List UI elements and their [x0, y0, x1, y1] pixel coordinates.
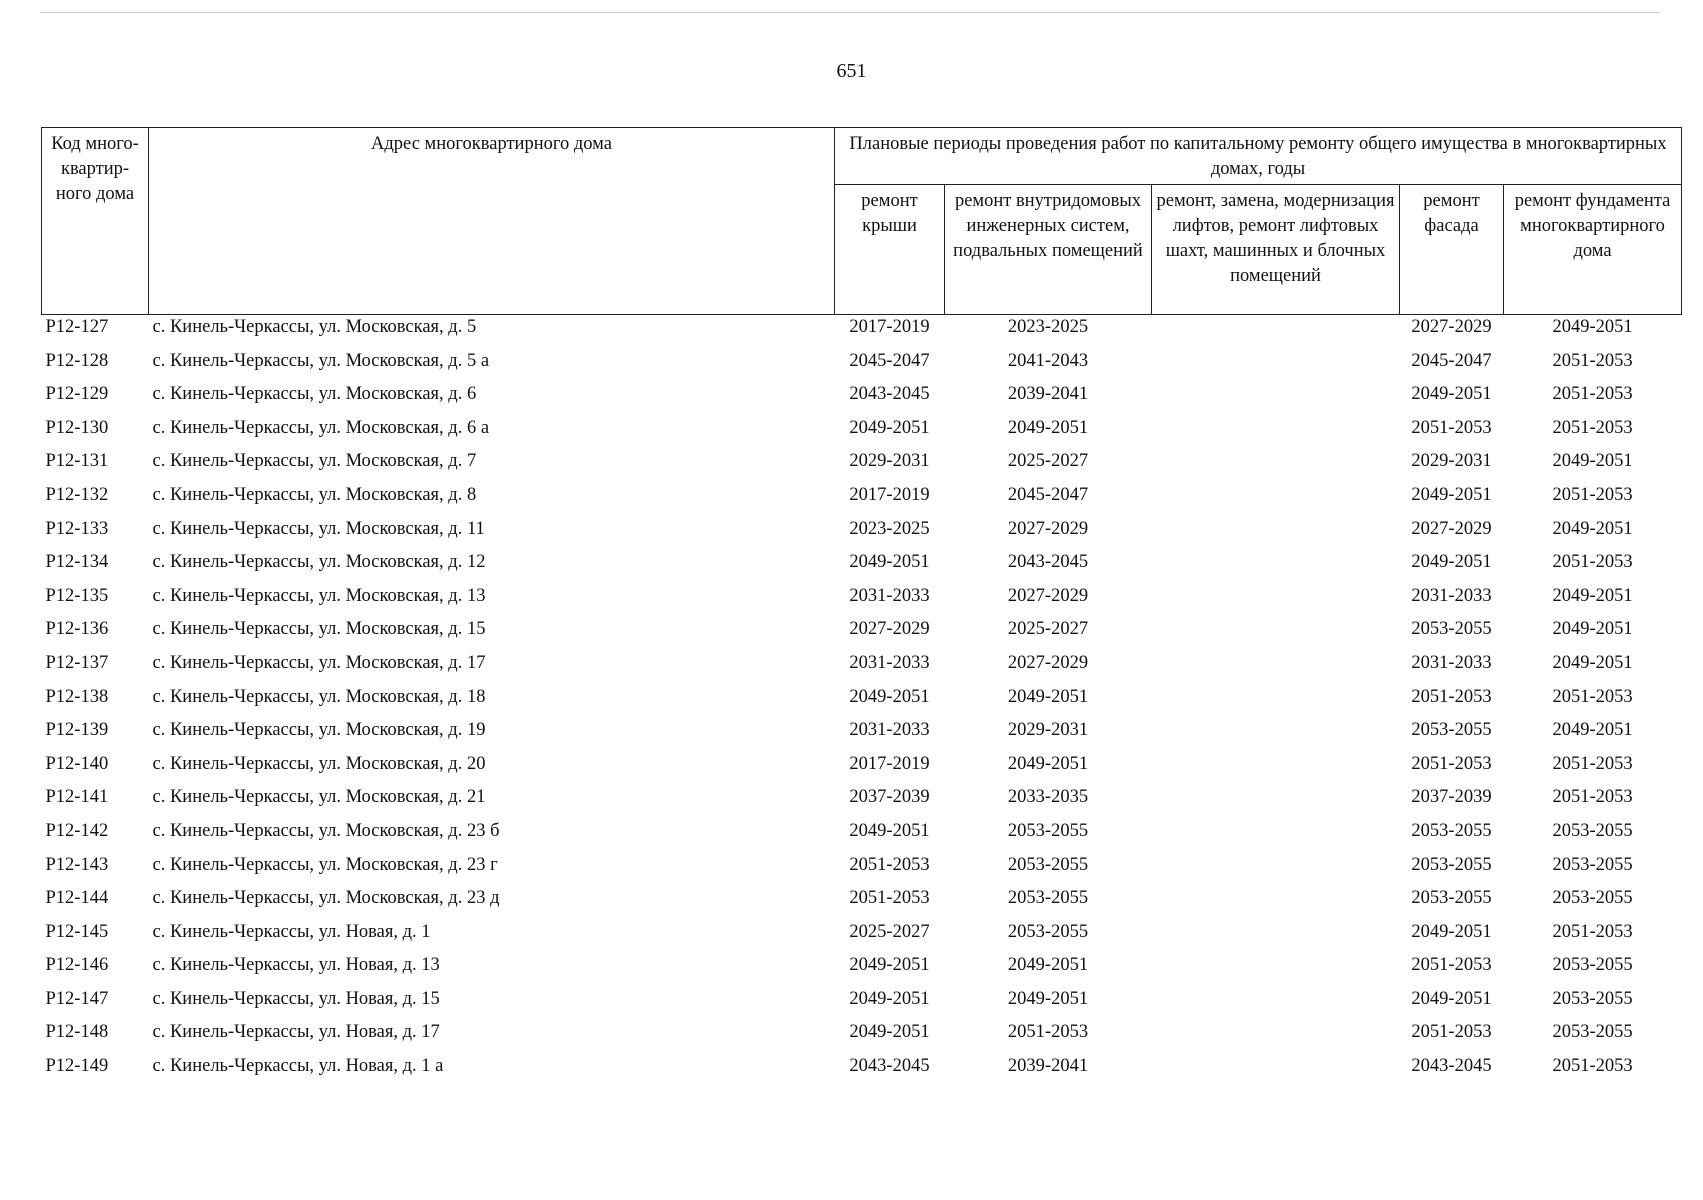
- table-row: [42, 685, 1682, 719]
- cell-foundation: 2049-2051: [1552, 518, 1633, 539]
- cell-foundation: 2049-2051: [1552, 652, 1633, 673]
- cell-lifts: [1152, 785, 1400, 819]
- cell-roof: 2043-2045: [849, 384, 930, 405]
- cell-code: Р12-131: [45, 451, 109, 472]
- table-row: [42, 584, 1682, 618]
- cell-engineering: 2049-2051: [1007, 753, 1089, 774]
- cell-lifts: [1152, 315, 1400, 349]
- cell-facade: 2051-2053: [1411, 1022, 1492, 1043]
- cell-roof: 2017-2019: [849, 484, 930, 505]
- cell-address: с. Кинель-Черкассы, ул. Московская, д. 12: [152, 552, 486, 573]
- cell-facade: 2053-2055: [1411, 888, 1492, 909]
- cell-lifts: [1152, 517, 1400, 551]
- table-row: [42, 382, 1682, 416]
- cell-engineering: 2027-2029: [1007, 652, 1089, 673]
- cell-address: с. Кинель-Черкассы, ул. Московская, д. 8: [152, 484, 477, 505]
- cell-code: Р12-142: [45, 820, 109, 841]
- table-header: [42, 128, 1682, 315]
- cell-facade: 2031-2033: [1411, 652, 1492, 673]
- cell-lifts: [1152, 617, 1400, 651]
- table-row: [42, 517, 1682, 551]
- table-row: [42, 920, 1682, 954]
- cell-roof: 2029-2031: [849, 451, 930, 472]
- cell-facade: 2031-2033: [1411, 585, 1492, 606]
- cell-code: Р12-127: [45, 317, 109, 337]
- cell-roof: 2031-2033: [849, 720, 930, 741]
- cell-engineering: 2027-2029: [1007, 518, 1089, 539]
- cell-facade: 2049-2051: [1411, 552, 1492, 573]
- cell-foundation: 2051-2053: [1552, 552, 1633, 573]
- cell-lifts: [1152, 987, 1400, 1021]
- cell-foundation: 2051-2053: [1552, 417, 1633, 438]
- cell-address: с. Кинель-Черкассы, ул. Московская, д. 23 г: [152, 854, 498, 875]
- header-roof: ремонт крыши: [835, 185, 945, 315]
- cell-engineering: 2049-2051: [1007, 955, 1089, 976]
- cell-roof: 2037-2039: [849, 787, 930, 808]
- cell-engineering: 2045-2047: [1007, 484, 1089, 505]
- cell-code: Р12-141: [45, 787, 109, 808]
- cell-code: Р12-132: [45, 484, 109, 505]
- cell-foundation: 2053-2055: [1552, 888, 1633, 909]
- cell-engineering: 2053-2055: [1007, 921, 1089, 942]
- cell-facade: 2049-2051: [1411, 988, 1492, 1009]
- table-row: [42, 785, 1682, 819]
- cell-foundation: 2051-2053: [1552, 1056, 1633, 1077]
- table-row: [42, 550, 1682, 584]
- cell-lifts: [1152, 550, 1400, 584]
- table-row: [42, 617, 1682, 651]
- cell-lifts: [1152, 1020, 1400, 1054]
- table-row: [42, 987, 1682, 1021]
- cell-engineering: 2053-2055: [1007, 888, 1089, 909]
- cell-foundation: 2049-2051: [1552, 720, 1633, 741]
- cell-roof: 2023-2025: [849, 518, 930, 539]
- cell-lifts: [1152, 349, 1400, 383]
- cell-code: Р12-130: [45, 417, 109, 438]
- cell-roof: 2017-2019: [849, 753, 930, 774]
- cell-roof: 2049-2051: [849, 686, 930, 707]
- cell-code: Р12-149: [45, 1056, 109, 1077]
- cell-foundation: 2051-2053: [1552, 384, 1633, 405]
- cell-lifts: [1152, 819, 1400, 853]
- cell-code: Р12-128: [45, 350, 109, 371]
- cell-lifts: [1152, 718, 1400, 752]
- header-engineering: ремонт внутридомовых инженерных систем, подвальных помещений: [945, 185, 1152, 315]
- cell-foundation: 2051-2053: [1552, 350, 1633, 371]
- cell-address: с. Кинель-Черкассы, ул. Московская, д. 19: [152, 720, 486, 741]
- cell-lifts: [1152, 483, 1400, 517]
- cell-address: с. Кинель-Черкассы, ул. Московская, д. 17: [152, 652, 486, 673]
- cell-roof: 2049-2051: [849, 417, 930, 438]
- cell-lifts: [1152, 920, 1400, 954]
- cell-foundation: 2051-2053: [1552, 686, 1633, 707]
- cell-address: с. Кинель-Черкассы, ул. Московская, д. 21: [152, 787, 486, 808]
- cell-roof: 2049-2051: [849, 552, 930, 573]
- cell-lifts: [1152, 416, 1400, 450]
- cell-facade: 2043-2045: [1411, 1056, 1492, 1077]
- cell-facade: 2051-2053: [1411, 686, 1492, 707]
- cell-code: Р12-144: [45, 888, 109, 909]
- cell-foundation: 2051-2053: [1552, 787, 1633, 808]
- cell-roof: 2049-2051: [849, 988, 930, 1009]
- header-code: Код много-квартир-ного дома: [42, 128, 149, 315]
- table-row: [42, 651, 1682, 685]
- cell-address: с. Кинель-Черкассы, ул. Новая, д. 1 а: [152, 1056, 444, 1077]
- cell-facade: 2049-2051: [1411, 921, 1492, 942]
- cell-foundation: 2053-2055: [1552, 955, 1633, 976]
- cell-code: Р12-136: [45, 619, 109, 640]
- header-foundation: ремонт фундамента многоквартирного дома: [1504, 185, 1682, 315]
- cell-address: с. Кинель-Черкассы, ул. Московская, д. 13: [152, 585, 486, 606]
- cell-facade: 2037-2039: [1411, 787, 1492, 808]
- cell-lifts: [1152, 752, 1400, 786]
- cell-roof: 2031-2033: [849, 652, 930, 673]
- cell-facade: 2029-2031: [1411, 451, 1492, 472]
- cell-lifts: [1152, 1054, 1400, 1088]
- cell-lifts: [1152, 685, 1400, 719]
- cell-facade: 2051-2053: [1411, 753, 1492, 774]
- table-row: [42, 853, 1682, 887]
- cell-lifts: [1152, 449, 1400, 483]
- cell-engineering: 2049-2051: [1007, 417, 1089, 438]
- table-row: [42, 1054, 1682, 1088]
- cell-address: с. Кинель-Черкассы, ул. Московская, д. 18: [152, 686, 486, 707]
- cell-address: с. Кинель-Черкассы, ул. Новая, д. 17: [152, 1022, 440, 1043]
- cell-lifts: [1152, 886, 1400, 920]
- cell-lifts: [1152, 382, 1400, 416]
- cell-engineering: 2033-2035: [1007, 787, 1089, 808]
- table-row: [42, 416, 1682, 450]
- cell-facade: 2053-2055: [1411, 720, 1492, 741]
- cell-engineering: 2029-2031: [1007, 720, 1089, 741]
- cell-code: Р12-140: [45, 753, 109, 774]
- table-row: [42, 819, 1682, 853]
- cell-engineering: 2027-2029: [1007, 585, 1089, 606]
- cell-code: Р12-145: [45, 921, 109, 942]
- table-row: [42, 1020, 1682, 1054]
- cell-foundation: 2051-2053: [1552, 753, 1633, 774]
- cell-engineering: 2039-2041: [1007, 384, 1089, 405]
- header-facade: ремонт фасада: [1400, 185, 1504, 315]
- cell-foundation: 2049-2051: [1552, 619, 1633, 640]
- cell-facade: 2045-2047: [1411, 350, 1492, 371]
- cell-facade: 2053-2055: [1411, 854, 1492, 875]
- cell-engineering: 2053-2055: [1007, 820, 1089, 841]
- cell-engineering: 2043-2045: [1007, 552, 1089, 573]
- cell-address: с. Кинель-Черкассы, ул. Московская, д. 11: [152, 518, 485, 539]
- cell-roof: 2049-2051: [849, 1022, 930, 1043]
- cell-facade: 2049-2051: [1411, 384, 1492, 405]
- cell-foundation: 2053-2055: [1552, 854, 1633, 875]
- cell-address: с. Кинель-Черкассы, ул. Новая, д. 15: [152, 988, 440, 1009]
- cell-address: с. Кинель-Черкассы, ул. Московская, д. 23 д: [152, 888, 500, 909]
- cell-code: Р12-135: [45, 585, 109, 606]
- cell-foundation: 2049-2051: [1552, 451, 1633, 472]
- cell-code: Р12-146: [45, 955, 109, 976]
- table-row: [42, 886, 1682, 920]
- cell-code: Р12-138: [45, 686, 109, 707]
- cell-code: Р12-129: [45, 384, 109, 405]
- cell-facade: 2027-2029: [1411, 518, 1492, 539]
- header-planned-periods: Плановые периоды проведения работ по капитальному ремонту общего имущества в многоквартирных домах, годы: [835, 128, 1682, 185]
- cell-address: с. Кинель-Черкассы, ул. Московская, д. 5 а: [152, 350, 490, 371]
- cell-address: с. Кинель-Черкассы, ул. Новая, д. 13: [152, 955, 440, 976]
- cell-lifts: [1152, 651, 1400, 685]
- cell-engineering: 2049-2051: [1007, 988, 1089, 1009]
- cell-code: Р12-137: [45, 652, 109, 673]
- table-body: [42, 315, 1682, 1088]
- cell-engineering: 2053-2055: [1007, 854, 1089, 875]
- table-row: [42, 315, 1682, 349]
- cell-roof: 2031-2033: [849, 585, 930, 606]
- header-lifts: ремонт, замена, модернизация лифтов, ремонт лифтовых шахт, машинных и блочных помещений: [1152, 185, 1400, 315]
- cell-roof: 2027-2029: [849, 619, 930, 640]
- cell-foundation: 2053-2055: [1552, 820, 1633, 841]
- cell-code: Р12-148: [45, 1022, 109, 1043]
- cell-code: Р12-134: [45, 552, 109, 573]
- cell-code: Р12-143: [45, 854, 109, 875]
- cell-address: с. Кинель-Черкассы, ул. Московская, д. 20: [152, 753, 486, 774]
- cell-engineering: 2023-2025: [1007, 317, 1089, 337]
- cell-engineering: 2039-2041: [1007, 1056, 1089, 1077]
- table-row: [42, 953, 1682, 987]
- cell-roof: 2043-2045: [849, 1056, 930, 1077]
- cell-code: Р12-139: [45, 720, 109, 741]
- cell-address: с. Кинель-Черкассы, ул. Московская, д. 5: [152, 317, 477, 337]
- scan-edge-line: [40, 12, 1660, 13]
- cell-address: с. Кинель-Черкассы, ул. Московская, д. 23 б: [152, 820, 500, 841]
- header-address: Адрес многоквартирного дома: [149, 128, 835, 315]
- cell-engineering: 2025-2027: [1007, 451, 1089, 472]
- cell-foundation: 2051-2053: [1552, 484, 1633, 505]
- cell-lifts: [1152, 853, 1400, 887]
- cell-address: с. Кинель-Черкассы, ул. Московская, д. 7: [152, 451, 477, 472]
- table-row: [42, 718, 1682, 752]
- cell-engineering: 2049-2051: [1007, 686, 1089, 707]
- cell-lifts: [1152, 953, 1400, 987]
- table-row: [42, 449, 1682, 483]
- cell-roof: 2049-2051: [849, 955, 930, 976]
- cell-roof: 2051-2053: [849, 854, 930, 875]
- cell-address: с. Кинель-Черкассы, ул. Московская, д. 15: [152, 619, 486, 640]
- cell-address: с. Кинель-Черкассы, ул. Московская, д. 6 а: [152, 417, 490, 438]
- table-row: [42, 752, 1682, 786]
- cell-facade: 2051-2053: [1411, 417, 1492, 438]
- cell-code: Р12-133: [45, 518, 109, 539]
- cell-foundation: 2049-2051: [1552, 317, 1633, 337]
- cell-roof: 2017-2019: [849, 317, 930, 337]
- cell-foundation: 2049-2051: [1552, 585, 1633, 606]
- cell-roof: 2049-2051: [849, 820, 930, 841]
- cell-lifts: [1152, 584, 1400, 618]
- cell-facade: 2027-2029: [1411, 317, 1492, 337]
- cell-facade: 2053-2055: [1411, 820, 1492, 841]
- cell-facade: 2049-2051: [1411, 484, 1492, 505]
- cell-facade: 2051-2053: [1411, 955, 1492, 976]
- cell-roof: 2025-2027: [849, 921, 930, 942]
- cell-foundation: 2053-2055: [1552, 988, 1633, 1009]
- cell-roof: 2051-2053: [849, 888, 930, 909]
- cell-roof: 2045-2047: [849, 350, 930, 371]
- cell-foundation: 2051-2053: [1552, 921, 1633, 942]
- cell-address: с. Кинель-Черкассы, ул. Московская, д. 6: [152, 384, 477, 405]
- cell-engineering: 2041-2043: [1007, 350, 1089, 371]
- cell-code: Р12-147: [45, 988, 109, 1009]
- table-row: [42, 483, 1682, 517]
- cell-facade: 2053-2055: [1411, 619, 1492, 640]
- repair-schedule-table: [41, 127, 1682, 1088]
- cell-engineering: 2051-2053: [1007, 1022, 1089, 1043]
- cell-address: с. Кинель-Черкассы, ул. Новая, д. 1: [152, 921, 431, 942]
- table-row: [42, 349, 1682, 383]
- cell-engineering: 2025-2027: [1007, 619, 1089, 640]
- page-number: 651: [836, 60, 867, 82]
- cell-foundation: 2053-2055: [1552, 1022, 1633, 1043]
